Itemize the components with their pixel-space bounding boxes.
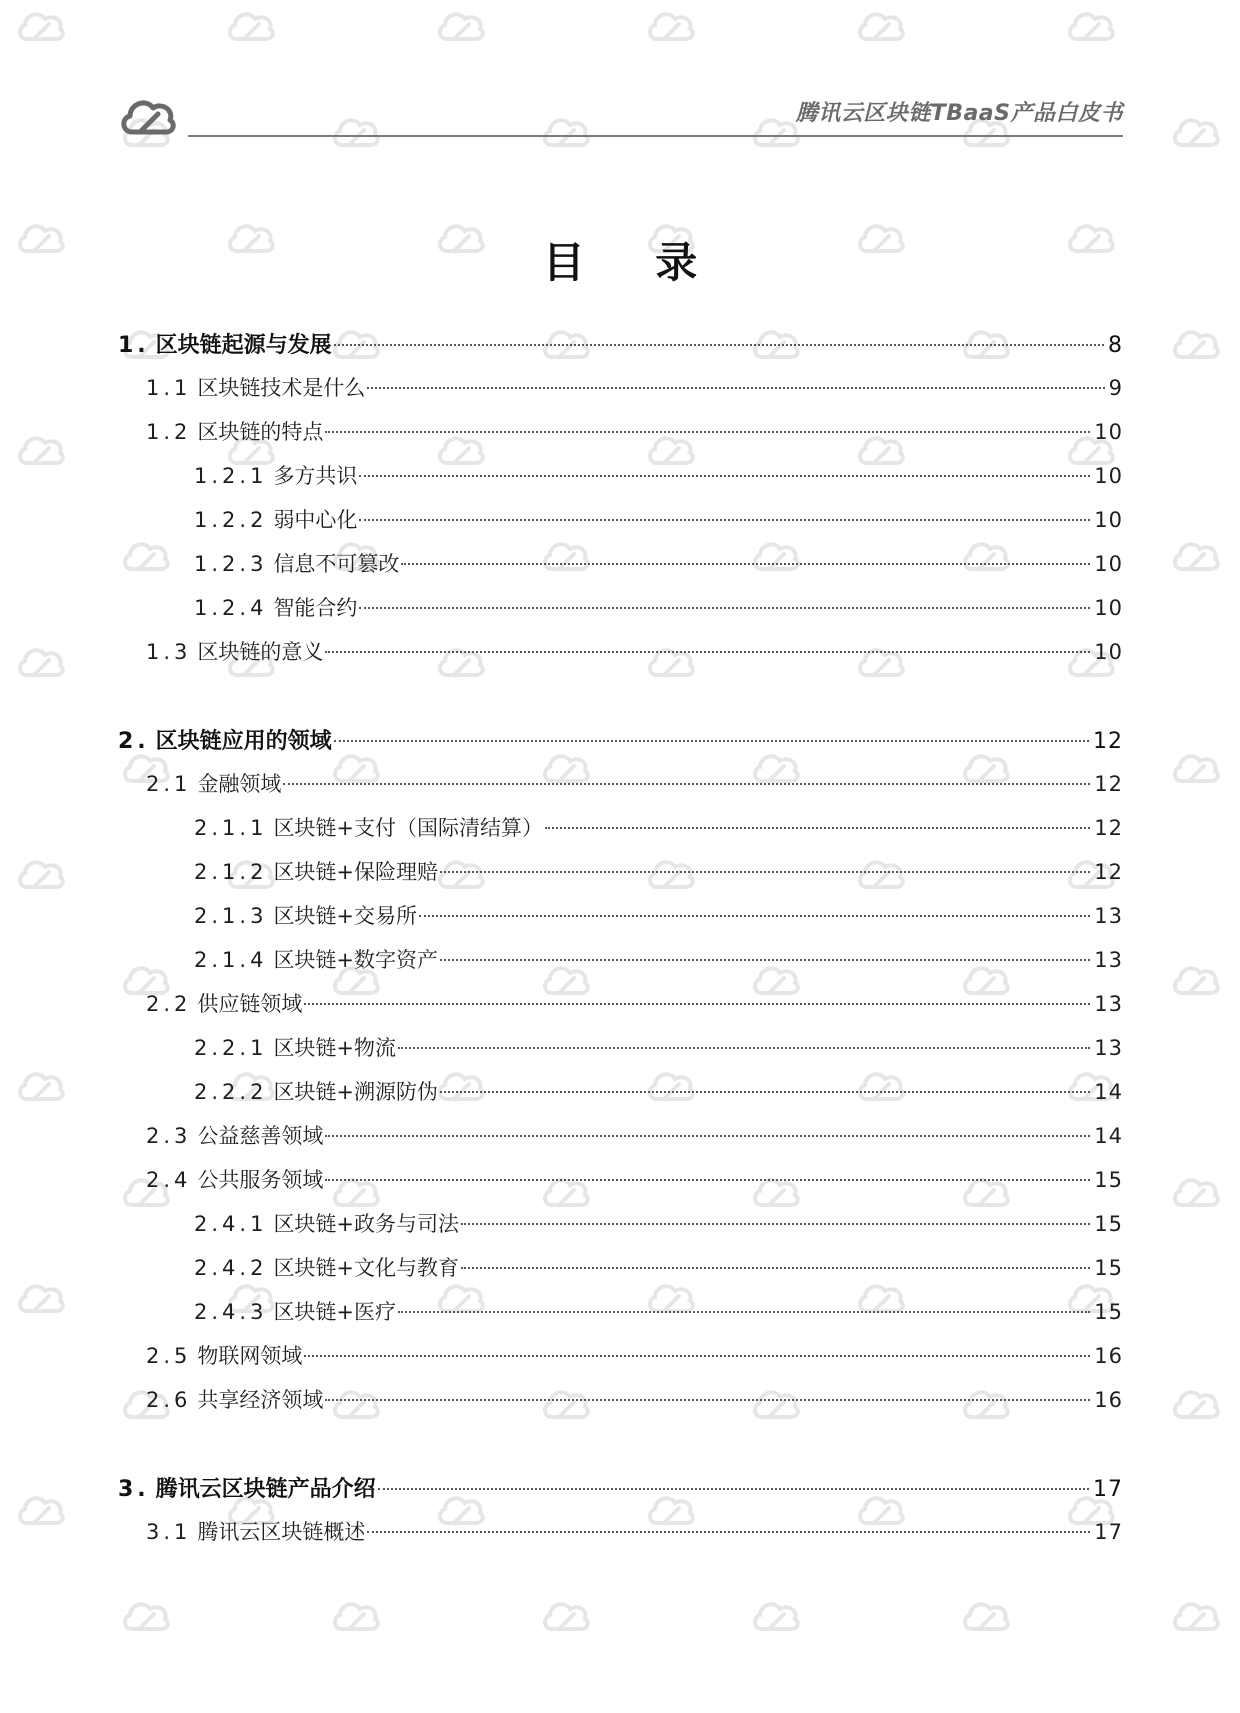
toc-entry-page-number: 17 <box>1094 1520 1123 1544</box>
toc-entry-number: 1.2.3 <box>194 552 268 576</box>
dot-leader <box>398 1047 1090 1049</box>
toc-entry[interactable] <box>118 1340 1123 1372</box>
dot-leader <box>334 740 1089 742</box>
toc-entry-page-number: 15 <box>1094 1168 1123 1192</box>
toc-entry[interactable] <box>118 1472 1123 1504</box>
toc-entry-label: 区块链+物流 <box>273 1036 397 1060</box>
toc-entry[interactable] <box>118 812 1123 844</box>
toc-entry[interactable] <box>118 1164 1123 1196</box>
toc-entry-label: 区块链+支付（国际清结算） <box>273 816 544 840</box>
toc-entry-number: 2.4.1 <box>194 1212 268 1236</box>
toc-entry-number: 3. <box>118 1477 150 1502</box>
toc-entry-number: 2.1.3 <box>194 904 268 928</box>
toc-entry[interactable] <box>118 372 1123 404</box>
watermark-logo-icon <box>1175 544 1218 569</box>
toc-entry-number: 2.1.1 <box>194 816 268 840</box>
toc-entry-page-number: 12 <box>1094 860 1123 884</box>
dot-leader <box>304 1355 1090 1357</box>
toc-entry-page-number: 17 <box>1093 1477 1123 1502</box>
toc-entry-number: 1.2 <box>146 420 192 444</box>
toc-entry-label: 区块链+医疗 <box>273 1300 397 1324</box>
dot-leader <box>378 1488 1089 1490</box>
toc-entry-page-number: 15 <box>1094 1256 1123 1280</box>
toc-entry-number: 1.2.2 <box>194 508 268 532</box>
toc-entry[interactable] <box>118 1120 1123 1152</box>
toc-entry-number: 2.1 <box>146 772 192 796</box>
toc-entry-label: 物联网领域 <box>197 1344 303 1368</box>
toc-entry-number: 2.2.1 <box>194 1036 268 1060</box>
toc-entry-page-number: 10 <box>1094 596 1123 620</box>
toc-entry-page-number: 15 <box>1094 1212 1123 1236</box>
document-title: 腾讯云区块链TBaaS产品白皮书 <box>795 101 1123 126</box>
dot-leader <box>325 651 1090 653</box>
dot-leader <box>325 431 1090 433</box>
toc-entry-page-number: 10 <box>1094 552 1123 576</box>
toc-entry-number: 2. <box>118 729 150 754</box>
watermark-logo-icon <box>755 1604 798 1629</box>
watermark-logo-icon <box>125 1604 168 1629</box>
watermark-logo-icon <box>1175 1392 1218 1417</box>
watermark-logo-icon <box>1175 756 1218 781</box>
toc-entry-label: 区块链+保险理赔 <box>273 860 439 884</box>
toc-entry[interactable] <box>118 944 1123 976</box>
toc-entry-label: 多方共识 <box>273 464 358 488</box>
dot-leader <box>367 1531 1090 1533</box>
toc-entry-page-number: 13 <box>1094 948 1123 972</box>
toc-entry-page-number: 13 <box>1094 1036 1123 1060</box>
toc-entry-page-number: 12 <box>1094 816 1123 840</box>
toc-entry-number: 1.1 <box>146 376 192 400</box>
toc-entry-label: 区块链+交易所 <box>273 904 418 928</box>
watermark-logo-icon <box>545 1604 588 1629</box>
dot-leader <box>325 1179 1090 1181</box>
watermark-logo-icon <box>230 14 273 39</box>
dot-leader <box>334 344 1104 346</box>
toc-entry[interactable] <box>118 1076 1123 1108</box>
toc-entry-label: 区块链的意义 <box>197 640 324 664</box>
watermark-logo-icon <box>20 862 63 887</box>
watermark-logo-icon <box>1070 14 1113 39</box>
toc-entry-number: 3.1 <box>146 1520 192 1544</box>
toc-entry-number: 2.1.2 <box>194 860 268 884</box>
toc-entry-number: 2.4 <box>146 1168 192 1192</box>
dot-leader <box>359 475 1090 477</box>
toc-entry-label: 区块链+溯源防伪 <box>273 1080 439 1104</box>
dot-leader <box>304 1003 1090 1005</box>
watermark-logo-icon <box>440 14 483 39</box>
toc-entry[interactable] <box>118 592 1123 624</box>
watermark-logo-icon <box>1175 1180 1218 1205</box>
toc-entry[interactable] <box>118 416 1123 448</box>
watermark-logo-icon <box>1175 1604 1218 1629</box>
toc-entry[interactable] <box>118 504 1123 536</box>
dot-leader <box>545 827 1090 829</box>
toc-entry-page-number: 12 <box>1093 729 1123 754</box>
toc-entry-page-number: 10 <box>1094 420 1123 444</box>
watermark-logo-icon <box>860 14 903 39</box>
toc-entry-number: 1.2.4 <box>194 596 268 620</box>
toc-entry-page-number: 8 <box>1108 333 1123 358</box>
watermark-logo-icon <box>20 438 63 463</box>
watermark-logo-icon <box>1175 120 1218 145</box>
toc-entry-number: 2.4.3 <box>194 1300 268 1324</box>
toc-entry-number: 2.4.2 <box>194 1256 268 1280</box>
toc-entry[interactable] <box>118 900 1123 932</box>
toc-entry-label: 区块链+政务与司法 <box>273 1212 460 1236</box>
toc-entry[interactable] <box>118 636 1123 668</box>
watermark-logo-icon <box>650 14 693 39</box>
watermark-logo-icon <box>1175 332 1218 357</box>
toc-entry[interactable] <box>118 460 1123 492</box>
toc-entry-label: 金融领域 <box>197 772 282 796</box>
dot-leader <box>419 915 1090 917</box>
dot-leader <box>367 387 1104 389</box>
toc-entry-label: 智能合约 <box>273 596 358 620</box>
toc-entry-page-number: 9 <box>1108 376 1123 400</box>
toc-entry-label: 区块链+文化与教育 <box>273 1256 460 1280</box>
toc-entry-page-number: 13 <box>1094 992 1123 1016</box>
toc-entry-page-number: 10 <box>1094 464 1123 488</box>
toc-entry[interactable] <box>118 1296 1123 1328</box>
dot-leader <box>401 563 1090 565</box>
toc-entry[interactable] <box>118 1384 1123 1416</box>
toc-entry[interactable] <box>118 328 1123 360</box>
toc-entry[interactable] <box>118 1032 1123 1064</box>
toc-entry-label: 腾讯云区块链产品介绍 <box>155 1477 376 1502</box>
tencent-cloud-logo-icon <box>118 92 178 140</box>
header-rule <box>188 135 1123 137</box>
toc-entry-page-number: 14 <box>1094 1080 1123 1104</box>
watermark-logo-icon <box>335 1604 378 1629</box>
toc-entry[interactable] <box>118 988 1123 1020</box>
toc-entry-label: 共享经济领域 <box>197 1388 324 1412</box>
page-header <box>118 92 1123 142</box>
dot-leader <box>325 1135 1090 1137</box>
toc-entry-page-number: 10 <box>1094 640 1123 664</box>
toc-entry-label: 公共服务领域 <box>197 1168 324 1192</box>
watermark-logo-icon <box>20 1074 63 1099</box>
toc-entry-number: 2.2.2 <box>194 1080 268 1104</box>
toc-entry-page-number: 16 <box>1094 1388 1123 1412</box>
toc-entry-label: 区块链起源与发展 <box>155 333 332 358</box>
toc-entry-label: 弱中心化 <box>273 508 358 532</box>
toc-entry-label: 区块链+数字资产 <box>273 948 439 972</box>
watermark-logo-icon <box>20 650 63 675</box>
dot-leader <box>325 1399 1090 1401</box>
toc-entry-number: 1.3 <box>146 640 192 664</box>
toc-entry-number: 2.6 <box>146 1388 192 1412</box>
toc-entry[interactable] <box>118 768 1123 800</box>
toc-entry-number: 2.3 <box>146 1124 192 1148</box>
toc-entry-number: 2.1.4 <box>194 948 268 972</box>
dot-leader <box>359 607 1090 609</box>
toc-entry-page-number: 14 <box>1094 1124 1123 1148</box>
toc-entry-number: 2.5 <box>146 1344 192 1368</box>
watermark-logo-icon <box>20 14 63 39</box>
toc-entry[interactable] <box>118 856 1123 888</box>
toc-entry[interactable] <box>118 1208 1123 1240</box>
toc-entry-page-number: 16 <box>1094 1344 1123 1368</box>
toc-entry-page-number: 13 <box>1094 904 1123 928</box>
toc-entry-label: 区块链应用的领域 <box>155 729 332 754</box>
toc-entry-label: 腾讯云区块链概述 <box>197 1520 366 1544</box>
toc-entry-number: 2.2 <box>146 992 192 1016</box>
dot-leader <box>440 959 1090 961</box>
toc-entry-page-number: 15 <box>1094 1300 1123 1324</box>
toc-entry-label: 信息不可篡改 <box>273 552 400 576</box>
toc-entry-number: 1.2.1 <box>194 464 268 488</box>
dot-leader <box>359 519 1090 521</box>
toc-entry-page-number: 12 <box>1094 772 1123 796</box>
toc-entry[interactable] <box>118 724 1123 756</box>
toc-entry-page-number: 10 <box>1094 508 1123 532</box>
toc-entry[interactable] <box>118 548 1123 580</box>
dot-leader <box>461 1267 1090 1269</box>
dot-leader <box>440 1091 1090 1093</box>
toc-entry[interactable] <box>118 1252 1123 1284</box>
toc-entry-label: 供应链领域 <box>197 992 303 1016</box>
toc-entry[interactable] <box>118 1516 1123 1548</box>
dot-leader <box>461 1223 1090 1225</box>
watermark-logo-icon <box>965 1604 1008 1629</box>
dot-leader <box>283 783 1090 785</box>
toc-heading: 目 录 <box>542 238 726 287</box>
watermark-logo-icon <box>20 1286 63 1311</box>
dot-leader <box>440 871 1090 873</box>
watermark-logo-icon <box>1175 968 1218 993</box>
toc-entry-label: 区块链的特点 <box>197 420 324 444</box>
toc-entry-label: 公益慈善领域 <box>197 1124 324 1148</box>
watermark-logo-icon <box>20 1498 63 1523</box>
toc-entry-label: 区块链技术是什么 <box>197 376 366 400</box>
dot-leader <box>398 1311 1090 1313</box>
toc-entry-number: 1. <box>118 333 150 358</box>
